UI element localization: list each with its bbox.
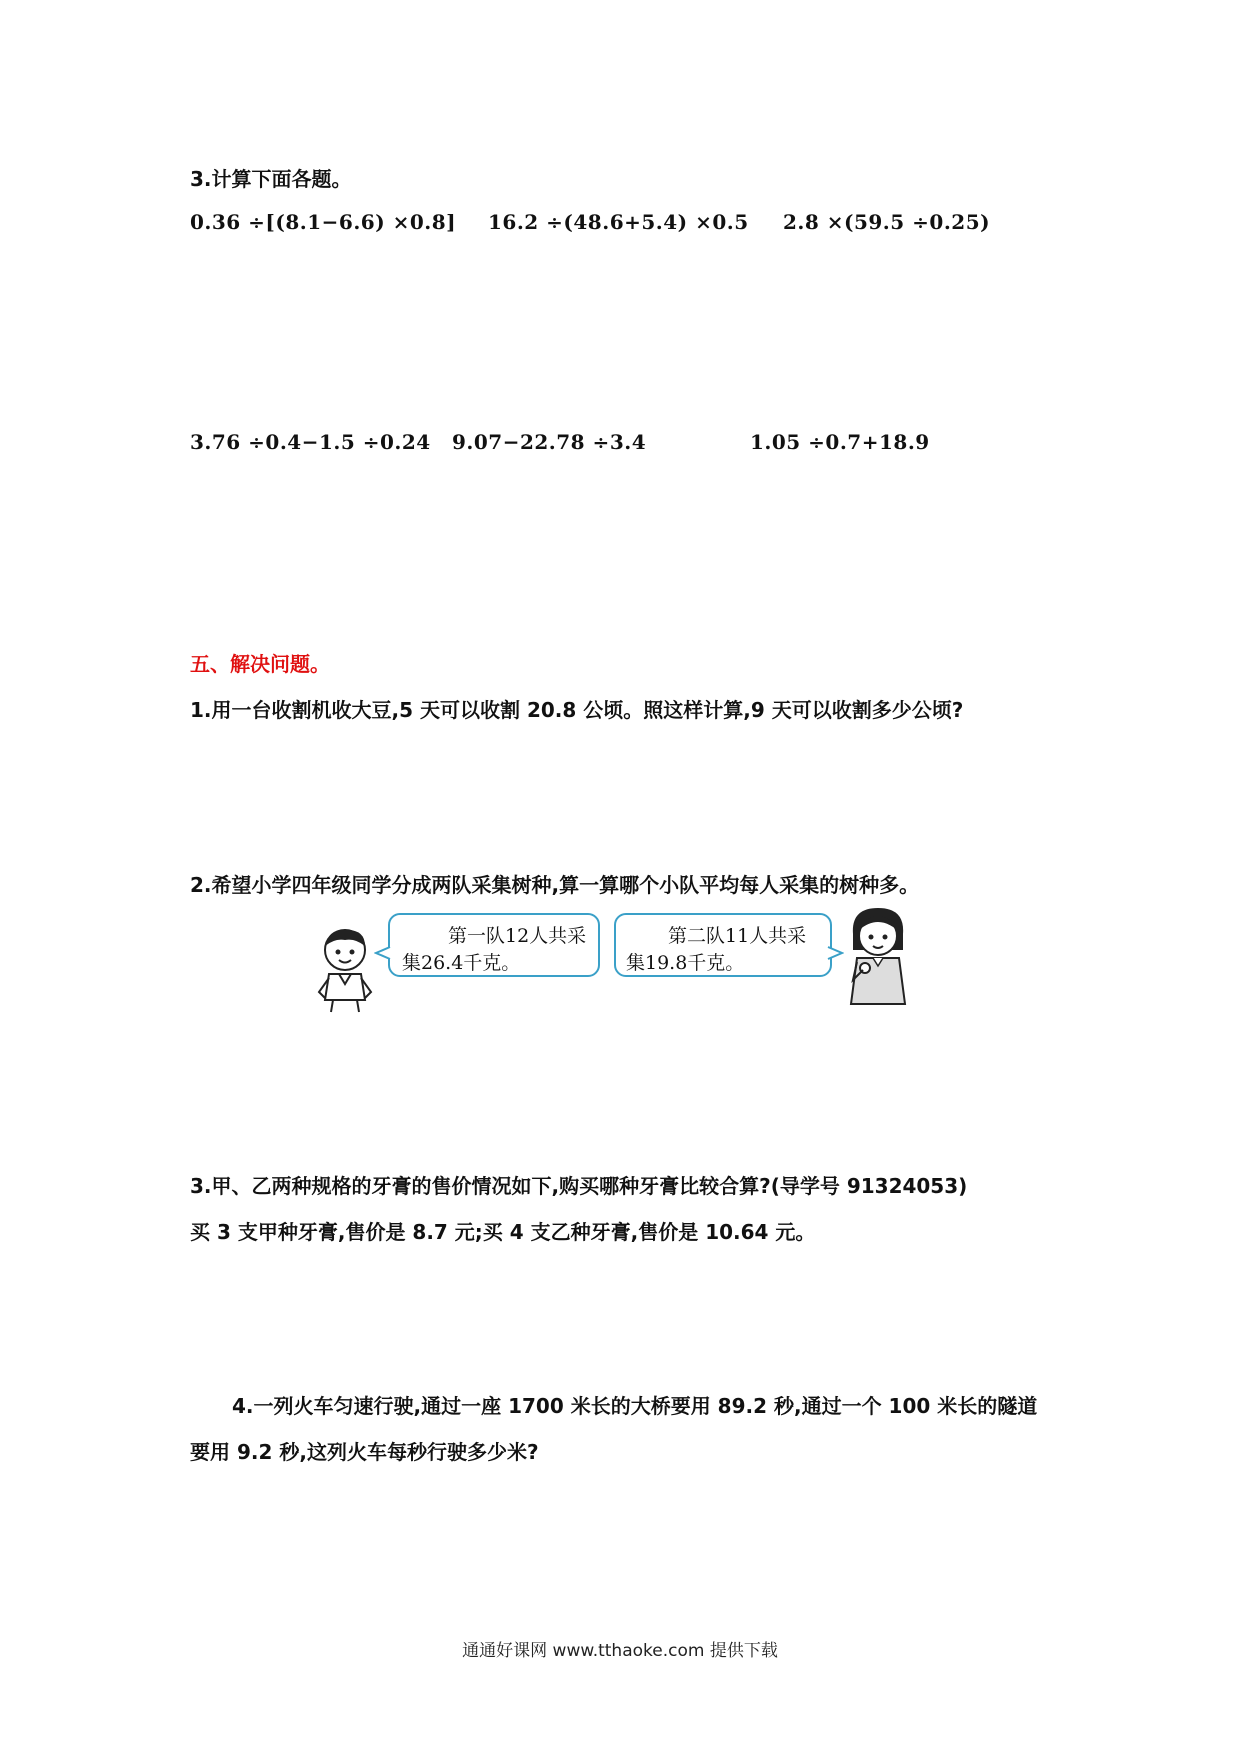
question-3-line-2: 买 3 支甲种牙膏,售价是 8.7 元;买 4 支乙种牙膏,售价是 10.64 元。 [190, 1220, 816, 1244]
question-4-line-2: 要用 9.2 秒,这列火车每秒行驶多少米? [190, 1440, 539, 1464]
girl-illustration [843, 906, 913, 1006]
bubble-2-line-1: 第二队11人共采 [668, 925, 807, 947]
bubble-2-tail [826, 945, 844, 961]
section-3-title: 3.计算下面各题。 [190, 167, 352, 191]
question-3-line-1: 3.甲、乙两种规格的牙膏的售价情况如下,购买哪种牙膏比较合算?(导学号 91324053) [190, 1174, 968, 1198]
expression-3: 2.8 ×(59.5 ÷0.25) [783, 210, 991, 234]
bubble-2-line-2: 集19.8千克。 [626, 952, 745, 974]
boy-illustration [315, 928, 375, 1013]
bubble-1-line-1: 第一队12人共采 [448, 925, 587, 947]
question-2: 2.希望小学四年级同学分成两队采集树种,算一算哪个小队平均每人采集的树种多。 [190, 873, 920, 897]
expression-5: 9.07−22.78 ÷3.4 [452, 430, 647, 454]
expression-6: 1.05 ÷0.7+18.9 [750, 430, 930, 454]
section-5-title: 五、解决问题。 [190, 652, 330, 676]
speech-bubble-team-2 [614, 913, 832, 977]
bubble-1-tail [374, 945, 392, 961]
expression-2: 16.2 ÷(48.6+5.4) ×0.5 [488, 210, 749, 234]
question-1: 1.用一台收割机收大豆,5 天可以收割 20.8 公顷。照这样计算,9 天可以收割多少公顷? [190, 698, 964, 722]
question-4-line-1: 4.一列火车匀速行驶,通过一座 1700 米长的大桥要用 89.2 秒,通过一个 100 米长的隧道 [232, 1394, 1038, 1418]
expression-4: 3.76 ÷0.4−1.5 ÷0.24 [190, 430, 431, 454]
footer-credit: 通通好课网 www.tthaoke.com 提供下载 [462, 1641, 778, 1661]
speech-bubble-team-1 [388, 913, 600, 977]
bubble-1-line-2: 集26.4千克。 [402, 952, 521, 974]
expression-1: 0.36 ÷[(8.1−6.6) ×0.8] [190, 210, 457, 234]
